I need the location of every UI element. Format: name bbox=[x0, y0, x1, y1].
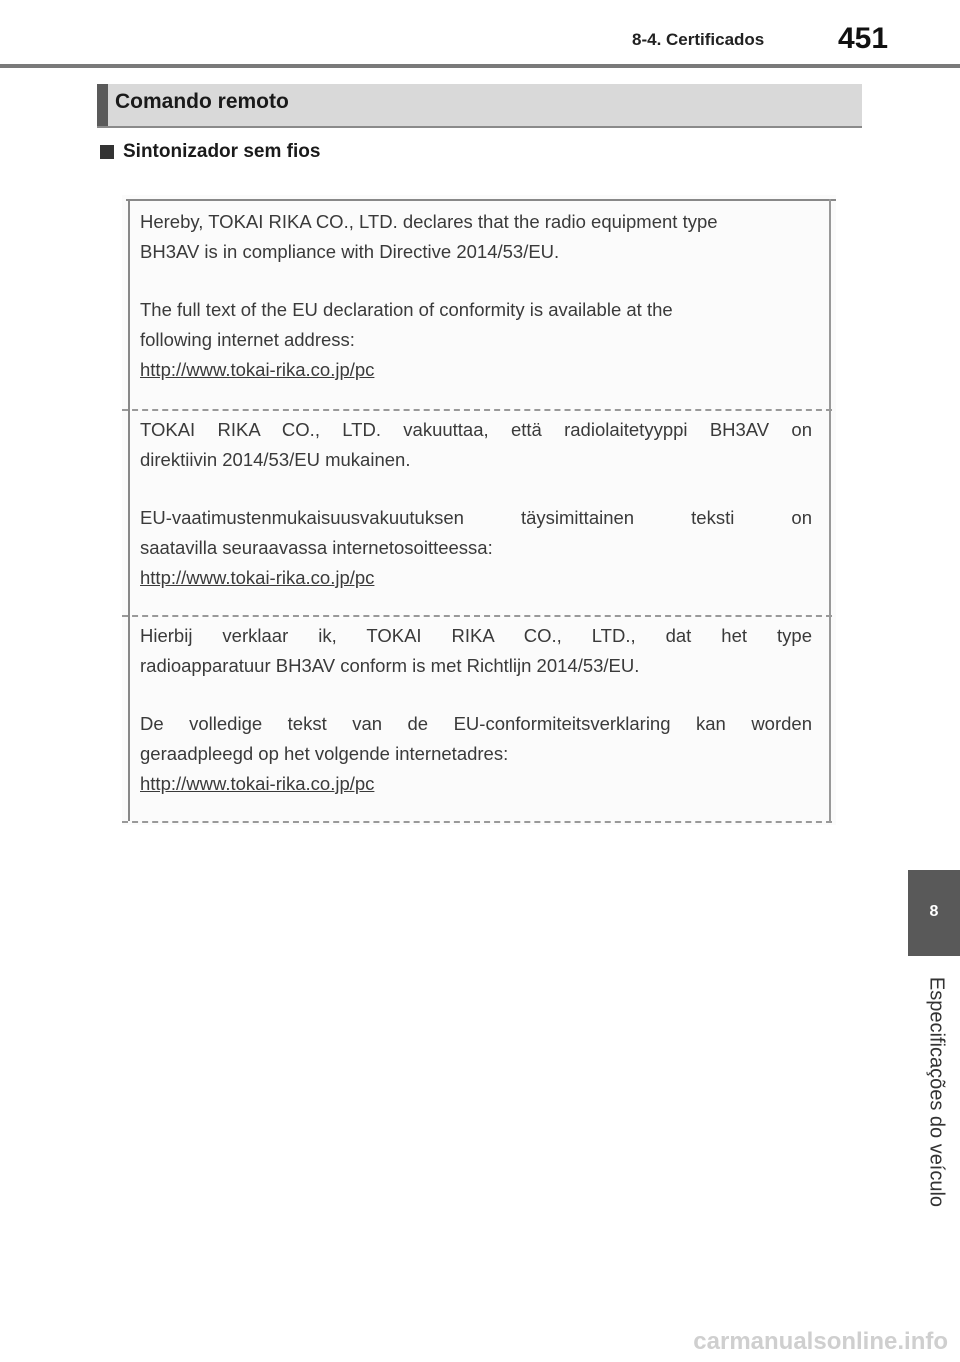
section-accent bbox=[97, 84, 108, 126]
section-title: Comando remoto bbox=[115, 90, 289, 113]
subheading-text: Sintonizador sem fios bbox=[123, 141, 321, 162]
section-divider bbox=[122, 409, 832, 411]
certificate-scan bbox=[122, 195, 836, 825]
scan-right-border bbox=[829, 199, 831, 821]
declaration-line: TOKAI RIKA CO., LTD. vakuuttaa, että radiolaitetyyppi BH3AV on bbox=[140, 419, 812, 440]
footer-watermark: carmanualsonline.info bbox=[693, 1328, 948, 1355]
declaration-line: De volledige tekst van de EU-conformiteitsverklaring kan worden bbox=[140, 713, 812, 734]
declaration-url[interactable]: http://www.tokai-rika.co.jp/pc bbox=[140, 359, 375, 380]
declaration-dutch bbox=[140, 621, 812, 799]
scan-bottom-border bbox=[122, 821, 832, 823]
section-title-bar bbox=[97, 84, 862, 128]
declaration-line: EU-vaatimustenmukaisuusvakuutuksen täysimittainen teksti on bbox=[140, 507, 812, 528]
page-number: 451 bbox=[838, 22, 889, 55]
declaration-line: The full text of the EU declaration of conformity is available at the bbox=[140, 299, 673, 320]
declaration-line: direktiivin 2014/53/EU mukainen. bbox=[140, 449, 411, 470]
declaration-finnish bbox=[140, 415, 812, 593]
chapter-label: Especificações do veículo bbox=[925, 976, 948, 1208]
declaration-line: geraadpleegd op het volgende internetadres: bbox=[140, 743, 509, 764]
section-breadcrumb: 8-4. Certificados bbox=[632, 30, 765, 49]
scan-top-border bbox=[126, 199, 836, 201]
square-bullet-icon bbox=[100, 145, 114, 159]
chapter-number: 8 bbox=[929, 903, 939, 920]
declaration-english bbox=[140, 207, 718, 385]
subheading bbox=[100, 141, 320, 163]
chapter-tab[interactable] bbox=[908, 870, 960, 956]
declaration-line: radioapparatuur BH3AV conform is met Richtlijn 2014/53/EU. bbox=[140, 655, 640, 676]
declaration-url[interactable]: http://www.tokai-rika.co.jp/pc bbox=[140, 773, 375, 794]
declaration-line: saatavilla seuraavassa internetosoitteessa: bbox=[140, 537, 493, 558]
declaration-line: following internet address: bbox=[140, 329, 355, 350]
declaration-line: Hereby, TOKAI RIKA CO., LTD. declares that the radio equipment type bbox=[140, 211, 718, 232]
declaration-line: BH3AV is in compliance with Directive 2014/53/EU. bbox=[140, 241, 560, 262]
declaration-line: Hierbij verklaar ik, TOKAI RIKA CO., LTD., dat het type bbox=[140, 625, 812, 646]
section-divider bbox=[122, 615, 832, 617]
header-divider bbox=[0, 64, 960, 68]
scan-left-border bbox=[128, 199, 130, 821]
declaration-url[interactable]: http://www.tokai-rika.co.jp/pc bbox=[140, 567, 375, 588]
